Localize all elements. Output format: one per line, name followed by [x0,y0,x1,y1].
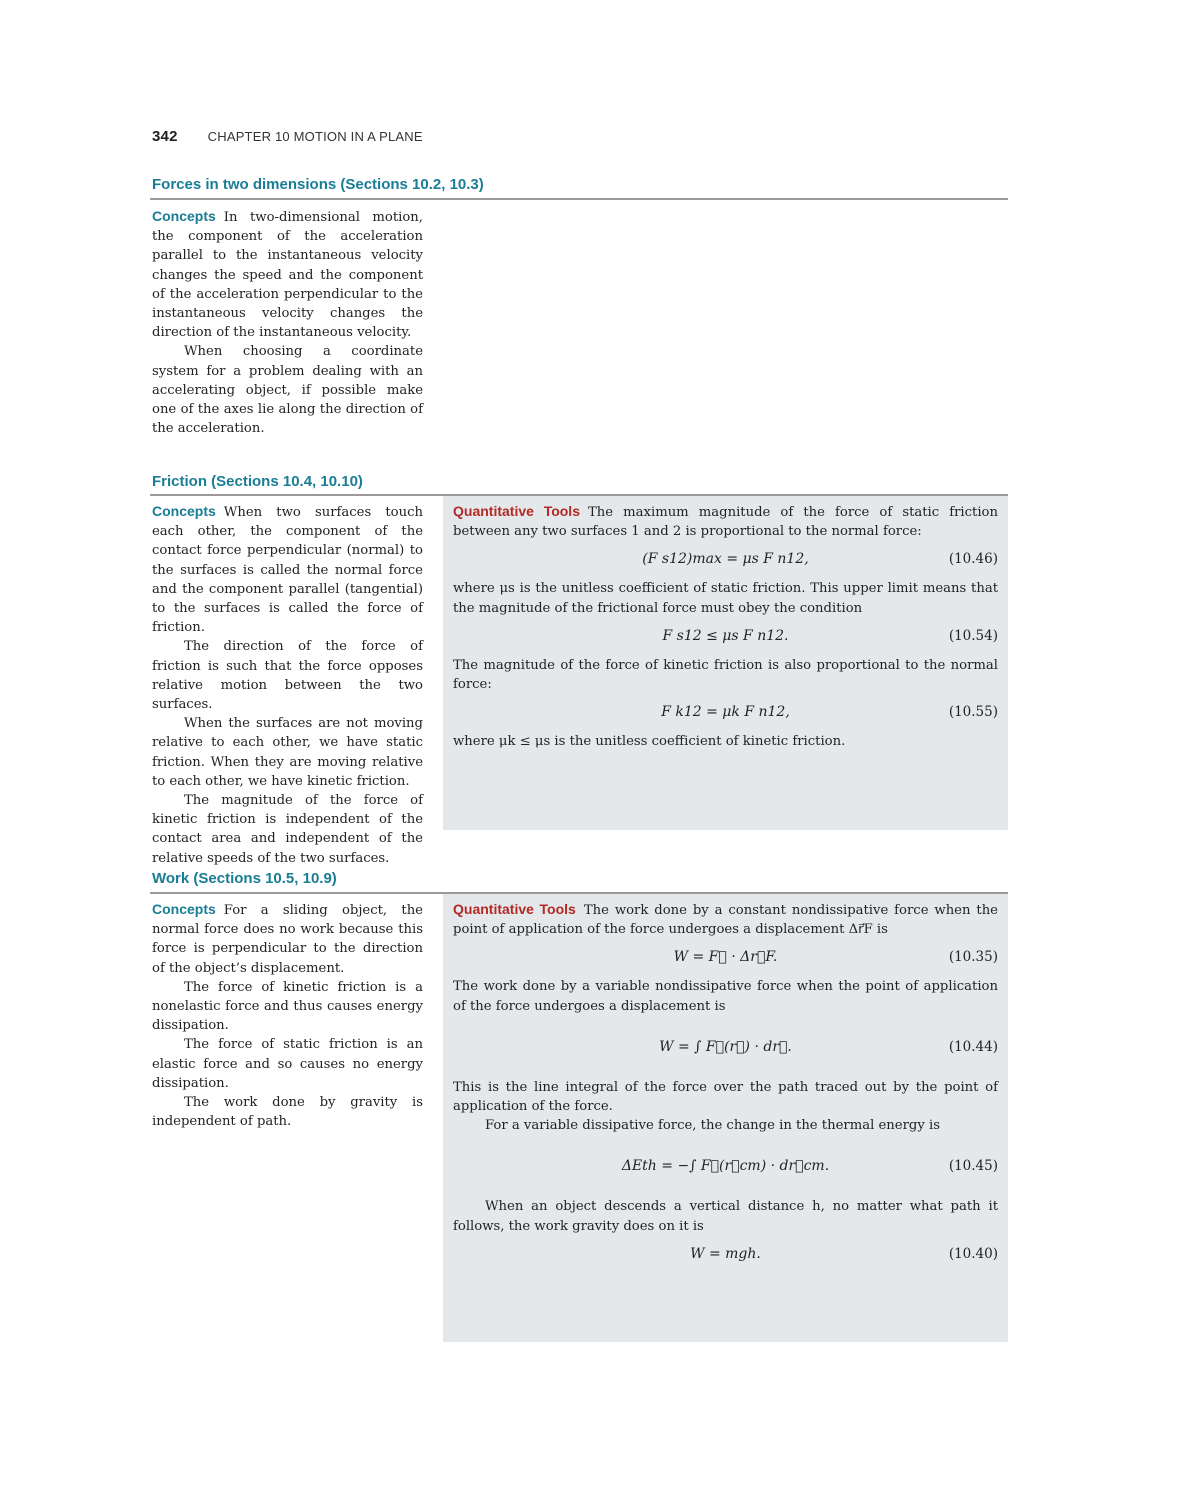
section-title-friction: Friction (Sections 10.4, 10.10) [152,473,363,490]
paragraph: The magnitude of the force of kinetic friction is also proportional to the normal force: [453,657,998,693]
concepts-forces [152,207,423,438]
section-title-work: Work (Sections 10.5, 10.9) [152,870,337,887]
paragraph: This is the line integral of the force over the path traced out by the point of application of the force. [453,1079,998,1115]
page-number: 342 [152,128,178,145]
paragraph: When two surfaces touch each other, the component of the contact force perpendicular (normal) to the surfaces is called the normal force and the component parallel (tangential) to the surfaces is called the force of friction. [152,505,423,636]
equation [453,618,998,656]
paragraph: For a variable dissipative force, the change in the thermal energy is [485,1118,940,1134]
quantitative-tools-friction [443,496,1008,830]
tools-label: Quantitative Tools [453,503,580,519]
concepts-label: Concepts [152,901,216,917]
section-rule [150,198,1008,200]
equation-body: W = F⃗ · Δr⃗F. [673,949,778,966]
concepts-label: Concepts [152,208,216,224]
paragraph: The force of kinetic friction is a nonelastic force and thus causes energy dissipation. [152,979,423,1034]
equation-body: ΔEth = −∫ F⃗(r⃗cm) · dr⃗cm. [621,1158,830,1175]
concepts-work [152,900,423,1131]
equation-body: F s12 ≤ μs F n12. [662,627,789,644]
running-header [152,128,423,145]
equation [453,1016,998,1078]
paragraph: In two-dimensional motion, the component of the acceleration parallel to the instantaneous velocity changes the speed and the component of the acceleration perpendicular to the instantaneous velocity changes the direction of the instantaneous velocity. [152,210,423,341]
equation [453,939,998,977]
equation-body: (F s12)max = μs F n12, [642,551,809,568]
paragraph: The force of static friction is an elastic force and so causes no energy dissipation. [152,1037,423,1091]
paragraph: The magnitude of the force of kinetic friction is independent of the contact area and independent of the relative speeds of the two surfaces. [152,793,423,866]
paragraph: where μs is the unitless coefficient of static friction. This upper limit means that the magnitude of the frictional force must obey the condition [453,581,998,616]
equation-number: (10.35) [948,949,998,966]
paragraph: where μk ≤ μs is the unitless coefficient of kinetic friction. [453,734,846,750]
chapter-title: CHAPTER 10 MOTION IN A PLANE [207,129,423,144]
paragraph: The direction of the force of friction is such that the force opposes relative motion between the two surfaces. [152,639,423,713]
paragraph: The work done by a variable nondissipative force when the point of application of the force undergoes a displacement is [453,979,998,1014]
paragraph: The maximum magnitude of the force of static friction between any two surfaces 1 and 2 is proportional to the normal force: [453,505,998,540]
equation-number: (10.45) [948,1158,998,1175]
equation-number: (10.55) [948,704,998,721]
equation-body: W = ∫ F⃗(r⃗) · dr⃗. [659,1038,792,1055]
concepts-label: Concepts [152,503,216,519]
paragraph: The work done by gravity is independent of path. [152,1095,423,1130]
paragraph: The work done by a constant nondissipative force when the point of application of the force undergoes a displacement Δr⃗F is [453,903,998,938]
tools-label: Quantitative Tools [453,901,576,917]
paragraph: For a sliding object, the normal force does no work because this force is perpendicular to the direction of the object’s displacement. [152,903,423,976]
paragraph: When choosing a coordinate system for a problem dealing with an accelerating object, if possible make one of the axes lie along the direction of the acceleration. [152,344,423,437]
equation-number: (10.54) [948,627,998,644]
equation-number: (10.40) [948,1245,998,1262]
equation [453,541,998,579]
equation-body: W = mgh. [690,1245,761,1262]
equation-number: (10.44) [948,1038,998,1055]
equation [453,1236,998,1274]
section-title-forces: Forces in two dimensions (Sections 10.2, 10.3) [152,176,484,193]
equation [453,694,998,732]
paragraph: When an object descends a vertical distance h, no matter what path it follows, the work gravity does on it is [453,1199,998,1234]
quantitative-tools-work [443,894,1008,1342]
paragraph: When the surfaces are not moving relative to each other, we have static friction. When they are moving relative to each other, we have kinetic friction. [152,716,423,789]
equation [453,1135,998,1197]
equation-body: F k12 = μk F n12, [661,704,790,721]
equation-number: (10.46) [948,551,998,568]
concepts-friction [152,502,423,868]
